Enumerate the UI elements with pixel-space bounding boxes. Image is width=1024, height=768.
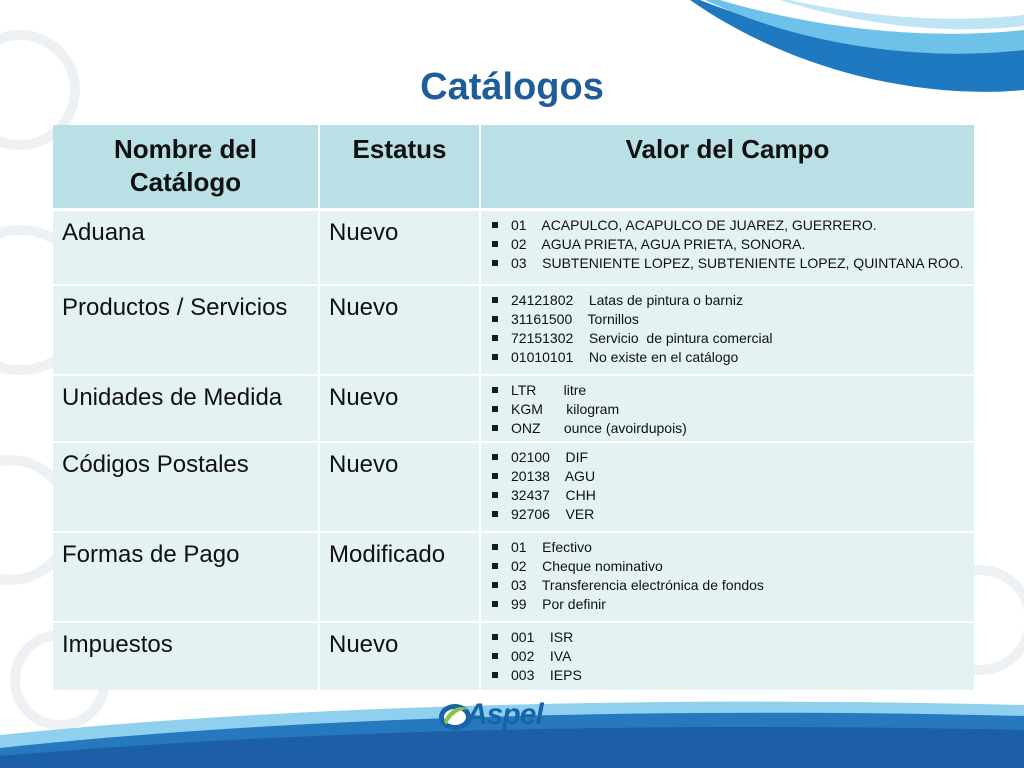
value-item: 001 ISR	[489, 628, 966, 647]
value-item: 03 SUBTENIENTE LOPEZ, SUBTENIENTE LOPEZ, QUINTANA ROO.	[489, 254, 966, 273]
catalog-name: Aduana	[53, 209, 319, 285]
value-item: 20138 AGU	[489, 467, 966, 486]
catalog-status: Modificado	[319, 532, 480, 622]
catalog-name: Códigos Postales	[53, 442, 319, 532]
table-row	[53, 209, 974, 285]
aspel-logo	[438, 697, 550, 737]
catalog-values	[480, 285, 974, 375]
value-item: 02 Cheque nominativo	[489, 557, 966, 576]
slide-title: Catálogos	[420, 66, 604, 108]
value-item: 31161500 Tornillos	[489, 310, 966, 329]
header-catalog-name: Nombre del Catálogo	[53, 125, 319, 209]
value-item: 32437 CHH	[489, 486, 966, 505]
table-row	[53, 532, 974, 622]
value-item: 24121802 Latas de pintura o barniz	[489, 291, 966, 310]
value-item: 03 Transferencia electrónica de fondos	[489, 576, 966, 595]
aspel-logo-text: Aspel	[466, 698, 543, 731]
table-header-row	[53, 125, 974, 209]
value-item: 92706 VER	[489, 505, 966, 524]
value-item: 99 Por definir	[489, 595, 966, 614]
table-row	[53, 375, 974, 442]
catalog-values	[480, 622, 974, 690]
value-item: 01010101 No existe en el catálogo	[489, 348, 966, 367]
table-row	[53, 285, 974, 375]
table-row	[53, 622, 974, 690]
header-status: Estatus	[319, 125, 480, 209]
table-row	[53, 442, 974, 532]
value-item: 01 Efectivo	[489, 538, 966, 557]
catalog-table	[53, 125, 974, 690]
catalog-name: Impuestos	[53, 622, 319, 690]
catalog-status: Nuevo	[319, 622, 480, 690]
value-item: 01 ACAPULCO, ACAPULCO DE JUAREZ, GUERRERO.	[489, 216, 966, 235]
value-item: 02 AGUA PRIETA, AGUA PRIETA, SONORA.	[489, 235, 966, 254]
value-item: ONZ ounce (avoirdupois)	[489, 419, 966, 438]
value-item: 72151302 Servicio de pintura comercial	[489, 329, 966, 348]
catalog-values	[480, 532, 974, 622]
catalog-status: Nuevo	[319, 285, 480, 375]
catalog-status: Nuevo	[319, 375, 480, 442]
value-item: 003 IEPS	[489, 666, 966, 685]
catalog-name: Unidades de Medida	[53, 375, 319, 442]
catalog-name: Productos / Servicios	[53, 285, 319, 375]
catalog-status: Nuevo	[319, 442, 480, 532]
catalog-values	[480, 442, 974, 532]
catalog-values	[480, 209, 974, 285]
catalog-name: Formas de Pago	[53, 532, 319, 622]
catalog-values	[480, 375, 974, 442]
header-field-value: Valor del Campo	[480, 125, 974, 209]
value-item: KGM kilogram	[489, 400, 966, 419]
value-item: 002 IVA	[489, 647, 966, 666]
catalog-status: Nuevo	[319, 209, 480, 285]
value-item: LTR litre	[489, 381, 966, 400]
value-item: 02100 DIF	[489, 448, 966, 467]
